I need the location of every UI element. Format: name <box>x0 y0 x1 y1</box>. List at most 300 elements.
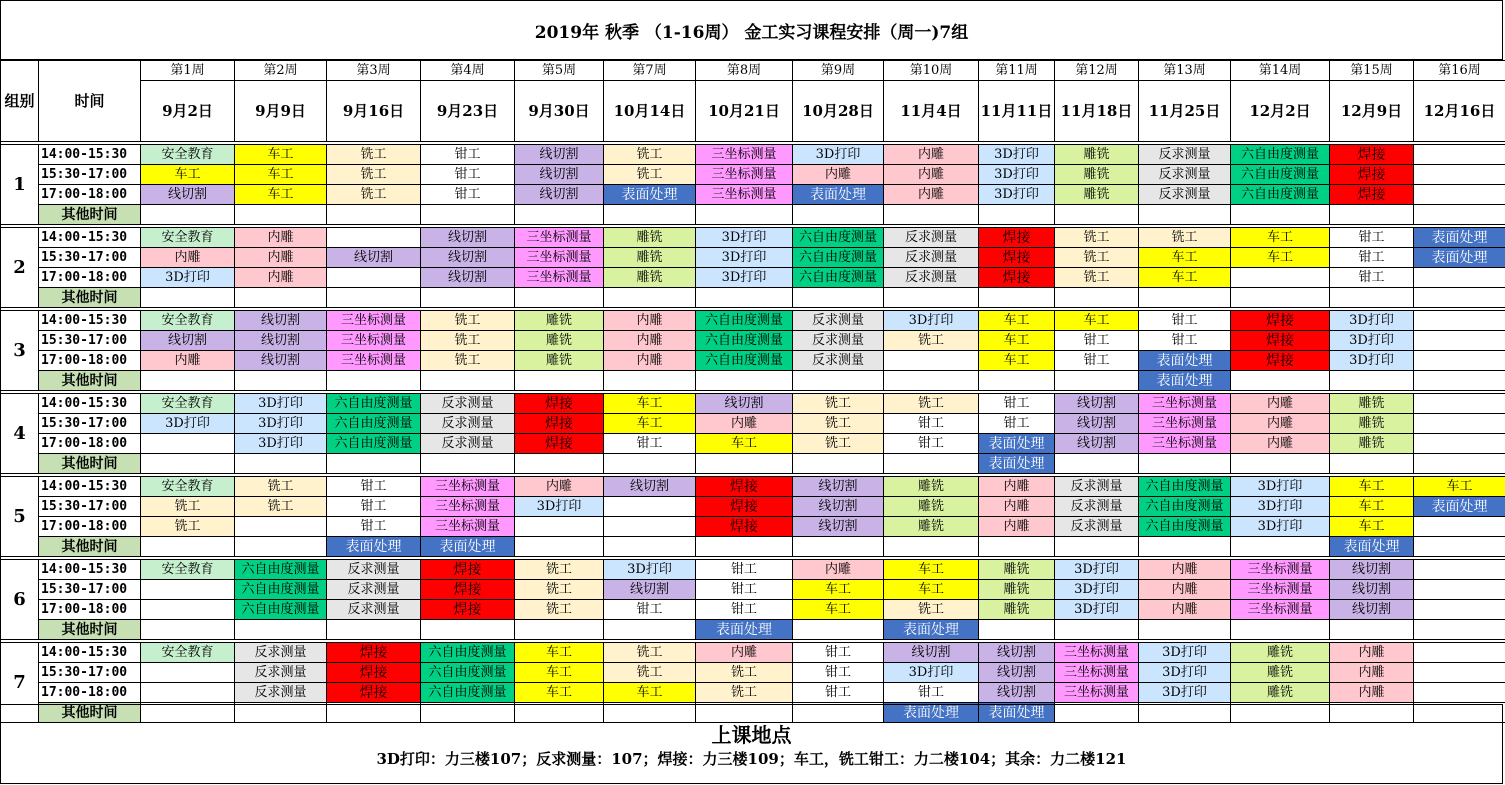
course-cell: 雕铣 <box>979 600 1055 620</box>
course-cell: 铣工 <box>793 434 884 454</box>
week-header: 第8周 <box>696 61 793 81</box>
course-cell: 三坐标测量 <box>515 248 604 268</box>
course-cell: 车工 <box>1330 517 1414 537</box>
course-cell <box>1330 371 1414 391</box>
course-cell: 车工 <box>1055 311 1139 331</box>
course-cell <box>604 371 696 391</box>
course-cell: 线切割 <box>979 663 1055 683</box>
course-cell <box>1414 434 1505 454</box>
course-cell <box>515 205 604 225</box>
time-slot: 17:00-18:00 <box>39 517 141 537</box>
course-cell: 车工 <box>604 683 696 703</box>
course-cell <box>1414 371 1505 391</box>
course-cell <box>1414 288 1505 308</box>
course-cell: 线切割 <box>979 683 1055 703</box>
course-cell: 线切割 <box>515 165 604 185</box>
course-cell: 三坐标测量 <box>696 185 793 205</box>
course-cell: 铣工 <box>1055 268 1139 288</box>
other-time-label: 其他时间 <box>39 620 141 640</box>
course-cell: 铣工 <box>235 497 327 517</box>
other-time-label: 其他时间 <box>39 288 141 308</box>
course-cell <box>235 371 327 391</box>
week-header: 第4周 <box>421 61 515 81</box>
table-row <box>1 517 1505 537</box>
table-row <box>1 497 1505 517</box>
course-cell: 钳工 <box>979 414 1055 434</box>
week-header: 第15周 <box>1330 61 1414 81</box>
course-cell <box>1414 394 1505 414</box>
time-slot: 15:30-17:00 <box>39 165 141 185</box>
course-cell: 铣工 <box>604 145 696 165</box>
course-cell: 焊接 <box>421 600 515 620</box>
course-cell: 内雕 <box>884 165 979 185</box>
course-cell: 表面处理 <box>979 703 1055 723</box>
course-cell <box>1231 288 1330 308</box>
course-cell: 六自由度测量 <box>793 248 884 268</box>
course-cell: 内雕 <box>604 311 696 331</box>
course-cell: 六自由度测量 <box>421 663 515 683</box>
course-cell <box>1231 205 1330 225</box>
course-cell: 3D打印 <box>696 248 793 268</box>
course-cell: 车工 <box>1231 228 1330 248</box>
course-cell <box>327 454 421 474</box>
course-cell: 内雕 <box>1231 394 1330 414</box>
course-cell: 钳工 <box>696 580 793 600</box>
course-cell <box>141 620 235 640</box>
course-cell: 3D打印 <box>235 434 327 454</box>
course-cell <box>1055 620 1139 640</box>
course-cell: 内雕 <box>979 497 1055 517</box>
week-header: 第11周 <box>979 61 1055 81</box>
course-cell: 钳工 <box>1139 311 1231 331</box>
course-cell: 内雕 <box>884 185 979 205</box>
time-slot: 15:30-17:00 <box>39 414 141 434</box>
course-cell: 3D打印 <box>884 663 979 683</box>
course-cell: 六自由度测量 <box>1231 165 1330 185</box>
course-cell: 3D打印 <box>141 268 235 288</box>
course-cell: 铣工 <box>515 560 604 580</box>
course-cell: 3D打印 <box>1139 663 1231 683</box>
course-cell: 铣工 <box>515 580 604 600</box>
course-cell: 雕铣 <box>979 560 1055 580</box>
course-cell: 线切割 <box>696 394 793 414</box>
course-cell <box>793 205 884 225</box>
course-cell: 线切割 <box>235 351 327 371</box>
course-cell: 内雕 <box>979 477 1055 497</box>
course-cell: 表面处理 <box>421 537 515 557</box>
course-cell: 线切割 <box>604 477 696 497</box>
course-cell: 雕铣 <box>604 228 696 248</box>
course-cell: 线切割 <box>1055 414 1139 434</box>
time-slot: 17:00-18:00 <box>39 683 141 703</box>
course-cell <box>1414 414 1505 434</box>
time-slot: 14:00-15:30 <box>39 145 141 165</box>
course-cell: 3D打印 <box>1055 600 1139 620</box>
course-cell: 安全教育 <box>141 643 235 663</box>
course-cell: 线切割 <box>604 580 696 600</box>
course-cell <box>1414 351 1505 371</box>
date-header: 9月9日 <box>235 81 327 142</box>
course-cell: 表面处理 <box>979 454 1055 474</box>
course-cell: 铣工 <box>1055 248 1139 268</box>
course-cell: 焊接 <box>1330 185 1414 205</box>
course-cell: 车工 <box>793 580 884 600</box>
course-cell <box>141 600 235 620</box>
course-cell: 内雕 <box>235 228 327 248</box>
course-cell <box>1139 288 1231 308</box>
course-cell: 内雕 <box>1330 663 1414 683</box>
course-cell: 雕铣 <box>1330 394 1414 414</box>
course-cell: 钳工 <box>421 185 515 205</box>
course-cell <box>1414 620 1505 640</box>
course-cell <box>1055 371 1139 391</box>
table-row <box>1 454 1505 474</box>
course-cell: 钳工 <box>1330 228 1414 248</box>
course-cell: 焊接 <box>515 434 604 454</box>
course-cell: 安全教育 <box>141 560 235 580</box>
course-cell: 铣工 <box>327 165 421 185</box>
course-cell: 三坐标测量 <box>327 331 421 351</box>
time-slot: 15:30-17:00 <box>39 497 141 517</box>
course-cell: 内雕 <box>141 248 235 268</box>
course-cell <box>884 537 979 557</box>
course-cell: 3D打印 <box>1055 580 1139 600</box>
course-cell <box>1231 371 1330 391</box>
course-cell: 线切割 <box>421 228 515 248</box>
course-cell: 车工 <box>235 145 327 165</box>
course-cell: 3D打印 <box>1231 517 1330 537</box>
course-cell: 3D打印 <box>979 165 1055 185</box>
course-cell <box>979 205 1055 225</box>
course-cell: 3D打印 <box>1139 683 1231 703</box>
course-cell: 车工 <box>515 663 604 683</box>
course-cell: 铣工 <box>141 497 235 517</box>
course-cell <box>515 537 604 557</box>
course-cell: 三坐标测量 <box>515 268 604 288</box>
course-cell: 线切割 <box>979 643 1055 663</box>
course-cell: 铣工 <box>1139 228 1231 248</box>
table-row <box>1 288 1505 308</box>
table-row <box>1 248 1505 268</box>
time-slot: 14:00-15:30 <box>39 643 141 663</box>
course-cell: 六自由度测量 <box>1139 477 1231 497</box>
course-cell <box>793 537 884 557</box>
course-cell: 3D打印 <box>793 145 884 165</box>
course-cell: 车工 <box>1139 268 1231 288</box>
table-row <box>1 268 1505 288</box>
course-cell <box>604 288 696 308</box>
course-cell: 雕铣 <box>884 477 979 497</box>
course-cell <box>141 663 235 683</box>
course-cell: 焊接 <box>1231 311 1330 331</box>
course-cell: 内雕 <box>604 351 696 371</box>
course-cell: 焊接 <box>979 228 1055 248</box>
course-cell: 钳工 <box>604 600 696 620</box>
course-cell: 车工 <box>696 434 793 454</box>
course-cell <box>884 205 979 225</box>
course-cell: 雕铣 <box>1055 165 1139 185</box>
course-cell <box>1414 537 1505 557</box>
course-cell: 三坐标测量 <box>421 517 515 537</box>
course-cell: 焊接 <box>696 497 793 517</box>
course-cell <box>1414 643 1505 663</box>
course-cell <box>1231 454 1330 474</box>
course-cell: 线切割 <box>235 331 327 351</box>
group-number: 7 <box>1 643 39 723</box>
date-header: 9月2日 <box>141 81 235 142</box>
course-cell: 钳工 <box>604 434 696 454</box>
course-cell: 内雕 <box>979 517 1055 537</box>
course-cell: 反求测量 <box>327 600 421 620</box>
course-cell <box>1139 537 1231 557</box>
course-cell: 反求测量 <box>1055 497 1139 517</box>
course-cell: 线切割 <box>1055 394 1139 414</box>
week-header: 第2周 <box>235 61 327 81</box>
course-cell: 铣工 <box>604 643 696 663</box>
course-cell <box>235 454 327 474</box>
course-cell: 焊接 <box>515 414 604 434</box>
course-cell: 3D打印 <box>235 414 327 434</box>
course-cell <box>793 620 884 640</box>
table-row <box>1 620 1505 640</box>
course-cell <box>793 371 884 391</box>
course-cell <box>1414 600 1505 620</box>
course-cell: 六自由度测量 <box>793 228 884 248</box>
course-cell <box>696 537 793 557</box>
course-cell: 铣工 <box>327 185 421 205</box>
course-cell: 铣工 <box>884 394 979 414</box>
course-cell <box>1139 205 1231 225</box>
course-cell: 铣工 <box>421 351 515 371</box>
course-cell <box>141 288 235 308</box>
location-footer <box>0 704 1503 784</box>
time-slot: 14:00-15:30 <box>39 560 141 580</box>
course-cell: 六自由度测量 <box>421 643 515 663</box>
course-cell: 内雕 <box>1139 560 1231 580</box>
course-cell: 3D打印 <box>696 268 793 288</box>
course-cell: 雕铣 <box>604 248 696 268</box>
date-header: 10月14日 <box>604 81 696 142</box>
course-cell: 3D打印 <box>1231 477 1330 497</box>
course-cell: 钳工 <box>884 434 979 454</box>
course-cell <box>141 454 235 474</box>
course-cell: 六自由度测量 <box>793 268 884 288</box>
time-slot: 14:00-15:30 <box>39 394 141 414</box>
table-row <box>1 351 1505 371</box>
course-cell <box>604 205 696 225</box>
table-row <box>1 560 1505 580</box>
title-text: 2019年 秋季 （1-16周） 金工实习课程安排（周一)7组 <box>534 22 969 43</box>
course-cell: 六自由度测量 <box>696 311 793 331</box>
course-cell <box>1055 537 1139 557</box>
course-cell: 表面处理 <box>1139 351 1231 371</box>
course-cell: 雕铣 <box>515 331 604 351</box>
course-cell: 焊接 <box>979 268 1055 288</box>
week-header: 第5周 <box>515 61 604 81</box>
course-cell: 车工 <box>1414 477 1505 497</box>
date-header: 9月23日 <box>421 81 515 142</box>
course-cell <box>979 371 1055 391</box>
course-cell: 车工 <box>515 643 604 663</box>
course-cell: 反求测量 <box>421 414 515 434</box>
course-cell: 铣工 <box>696 683 793 703</box>
course-cell <box>141 205 235 225</box>
course-cell: 焊接 <box>421 580 515 600</box>
course-cell: 三坐标测量 <box>1231 600 1330 620</box>
time-slot: 17:00-18:00 <box>39 268 141 288</box>
course-cell: 3D打印 <box>604 560 696 580</box>
course-cell: 车工 <box>1330 497 1414 517</box>
course-cell: 3D打印 <box>1139 643 1231 663</box>
course-cell: 焊接 <box>421 560 515 580</box>
date-header: 11月4日 <box>884 81 979 142</box>
course-cell: 内雕 <box>884 145 979 165</box>
course-cell <box>1414 560 1505 580</box>
course-cell: 铣工 <box>421 311 515 331</box>
course-cell: 3D打印 <box>979 145 1055 165</box>
date-header: 11月18日 <box>1055 81 1139 142</box>
course-cell <box>793 288 884 308</box>
time-slot: 14:00-15:30 <box>39 228 141 248</box>
course-cell: 焊接 <box>1330 145 1414 165</box>
course-cell: 表面处理 <box>1139 371 1231 391</box>
table-row <box>1 600 1505 620</box>
course-cell: 钳工 <box>696 600 793 620</box>
time-slot: 17:00-18:00 <box>39 185 141 205</box>
course-cell: 雕铣 <box>604 268 696 288</box>
course-cell: 铣工 <box>327 145 421 165</box>
time-slot: 17:00-18:00 <box>39 351 141 371</box>
course-cell <box>884 351 979 371</box>
table-row <box>1 165 1505 185</box>
course-cell: 内雕 <box>696 414 793 434</box>
course-cell: 内雕 <box>1231 434 1330 454</box>
course-cell: 钳工 <box>1330 268 1414 288</box>
course-cell: 线切割 <box>884 643 979 663</box>
course-cell <box>141 371 235 391</box>
course-cell <box>1055 205 1139 225</box>
course-cell: 表面处理 <box>884 620 979 640</box>
course-cell: 钳工 <box>884 683 979 703</box>
course-cell: 三坐标测量 <box>327 311 421 331</box>
time-slot: 14:00-15:30 <box>39 477 141 497</box>
course-cell: 六自由度测量 <box>1231 145 1330 165</box>
date-header: 9月30日 <box>515 81 604 142</box>
footer-title: 上课地点 <box>711 723 792 747</box>
course-cell: 车工 <box>1330 477 1414 497</box>
course-cell: 三坐标测量 <box>515 228 604 248</box>
course-cell: 车工 <box>235 185 327 205</box>
course-cell: 雕铣 <box>979 580 1055 600</box>
course-cell: 铣工 <box>1055 228 1139 248</box>
week-header: 第12周 <box>1055 61 1139 81</box>
course-cell <box>1414 331 1505 351</box>
course-cell <box>1414 580 1505 600</box>
course-cell <box>884 454 979 474</box>
course-cell: 钳工 <box>327 477 421 497</box>
other-time-label: 其他时间 <box>39 703 141 723</box>
course-cell <box>141 580 235 600</box>
course-cell <box>604 454 696 474</box>
course-cell: 六自由度测量 <box>696 351 793 371</box>
course-cell: 六自由度测量 <box>1139 517 1231 537</box>
course-cell: 内雕 <box>793 165 884 185</box>
date-header: 12月2日 <box>1231 81 1330 142</box>
course-cell <box>235 288 327 308</box>
date-header: 12月9日 <box>1330 81 1414 142</box>
course-cell <box>1414 145 1505 165</box>
course-cell: 六自由度测量 <box>235 580 327 600</box>
course-cell <box>1231 268 1330 288</box>
course-cell: 三坐标测量 <box>1139 414 1231 434</box>
course-cell: 安全教育 <box>141 145 235 165</box>
course-cell: 线切割 <box>141 185 235 205</box>
course-cell: 焊接 <box>1231 351 1330 371</box>
course-cell: 车工 <box>884 580 979 600</box>
course-cell <box>327 620 421 640</box>
group-number: 3 <box>1 311 39 391</box>
course-cell: 钳工 <box>327 497 421 517</box>
table-row <box>1 228 1505 248</box>
course-cell: 雕铣 <box>1330 434 1414 454</box>
course-cell: 表面处理 <box>793 185 884 205</box>
date-header: 10月21日 <box>696 81 793 142</box>
course-cell: 线切割 <box>515 185 604 205</box>
table-row <box>1 394 1505 414</box>
course-cell: 反求测量 <box>884 268 979 288</box>
course-cell: 焊接 <box>327 683 421 703</box>
table-row <box>1 145 1505 165</box>
course-cell: 三坐标测量 <box>327 351 421 371</box>
course-cell <box>1055 454 1139 474</box>
course-cell: 内雕 <box>1231 414 1330 434</box>
course-cell: 六自由度测量 <box>421 683 515 703</box>
course-cell: 车工 <box>141 165 235 185</box>
course-cell <box>1139 620 1231 640</box>
course-cell: 3D打印 <box>1330 331 1414 351</box>
course-cell <box>421 620 515 640</box>
course-cell: 内雕 <box>793 560 884 580</box>
course-cell: 内雕 <box>1330 643 1414 663</box>
course-cell <box>141 434 235 454</box>
course-cell: 焊接 <box>1231 331 1330 351</box>
course-cell: 反求测量 <box>421 434 515 454</box>
week-header: 第9周 <box>793 61 884 81</box>
course-cell <box>604 517 696 537</box>
course-cell: 雕铣 <box>1231 663 1330 683</box>
course-cell: 焊接 <box>696 517 793 537</box>
course-cell: 钳工 <box>421 165 515 185</box>
course-cell: 铣工 <box>235 477 327 497</box>
course-cell <box>1414 683 1505 703</box>
table-row <box>1 434 1505 454</box>
course-cell: 内雕 <box>604 331 696 351</box>
course-cell <box>696 454 793 474</box>
course-cell <box>421 454 515 474</box>
course-cell: 雕铣 <box>1231 643 1330 663</box>
course-cell: 表面处理 <box>884 703 979 723</box>
course-cell: 反求测量 <box>235 683 327 703</box>
course-cell <box>1414 517 1505 537</box>
course-cell: 安全教育 <box>141 477 235 497</box>
course-cell: 安全教育 <box>141 228 235 248</box>
course-cell: 焊接 <box>327 643 421 663</box>
course-cell <box>421 371 515 391</box>
course-cell <box>327 288 421 308</box>
course-cell: 内雕 <box>141 351 235 371</box>
course-cell: 表面处理 <box>1414 228 1505 248</box>
time-slot: 14:00-15:30 <box>39 311 141 331</box>
